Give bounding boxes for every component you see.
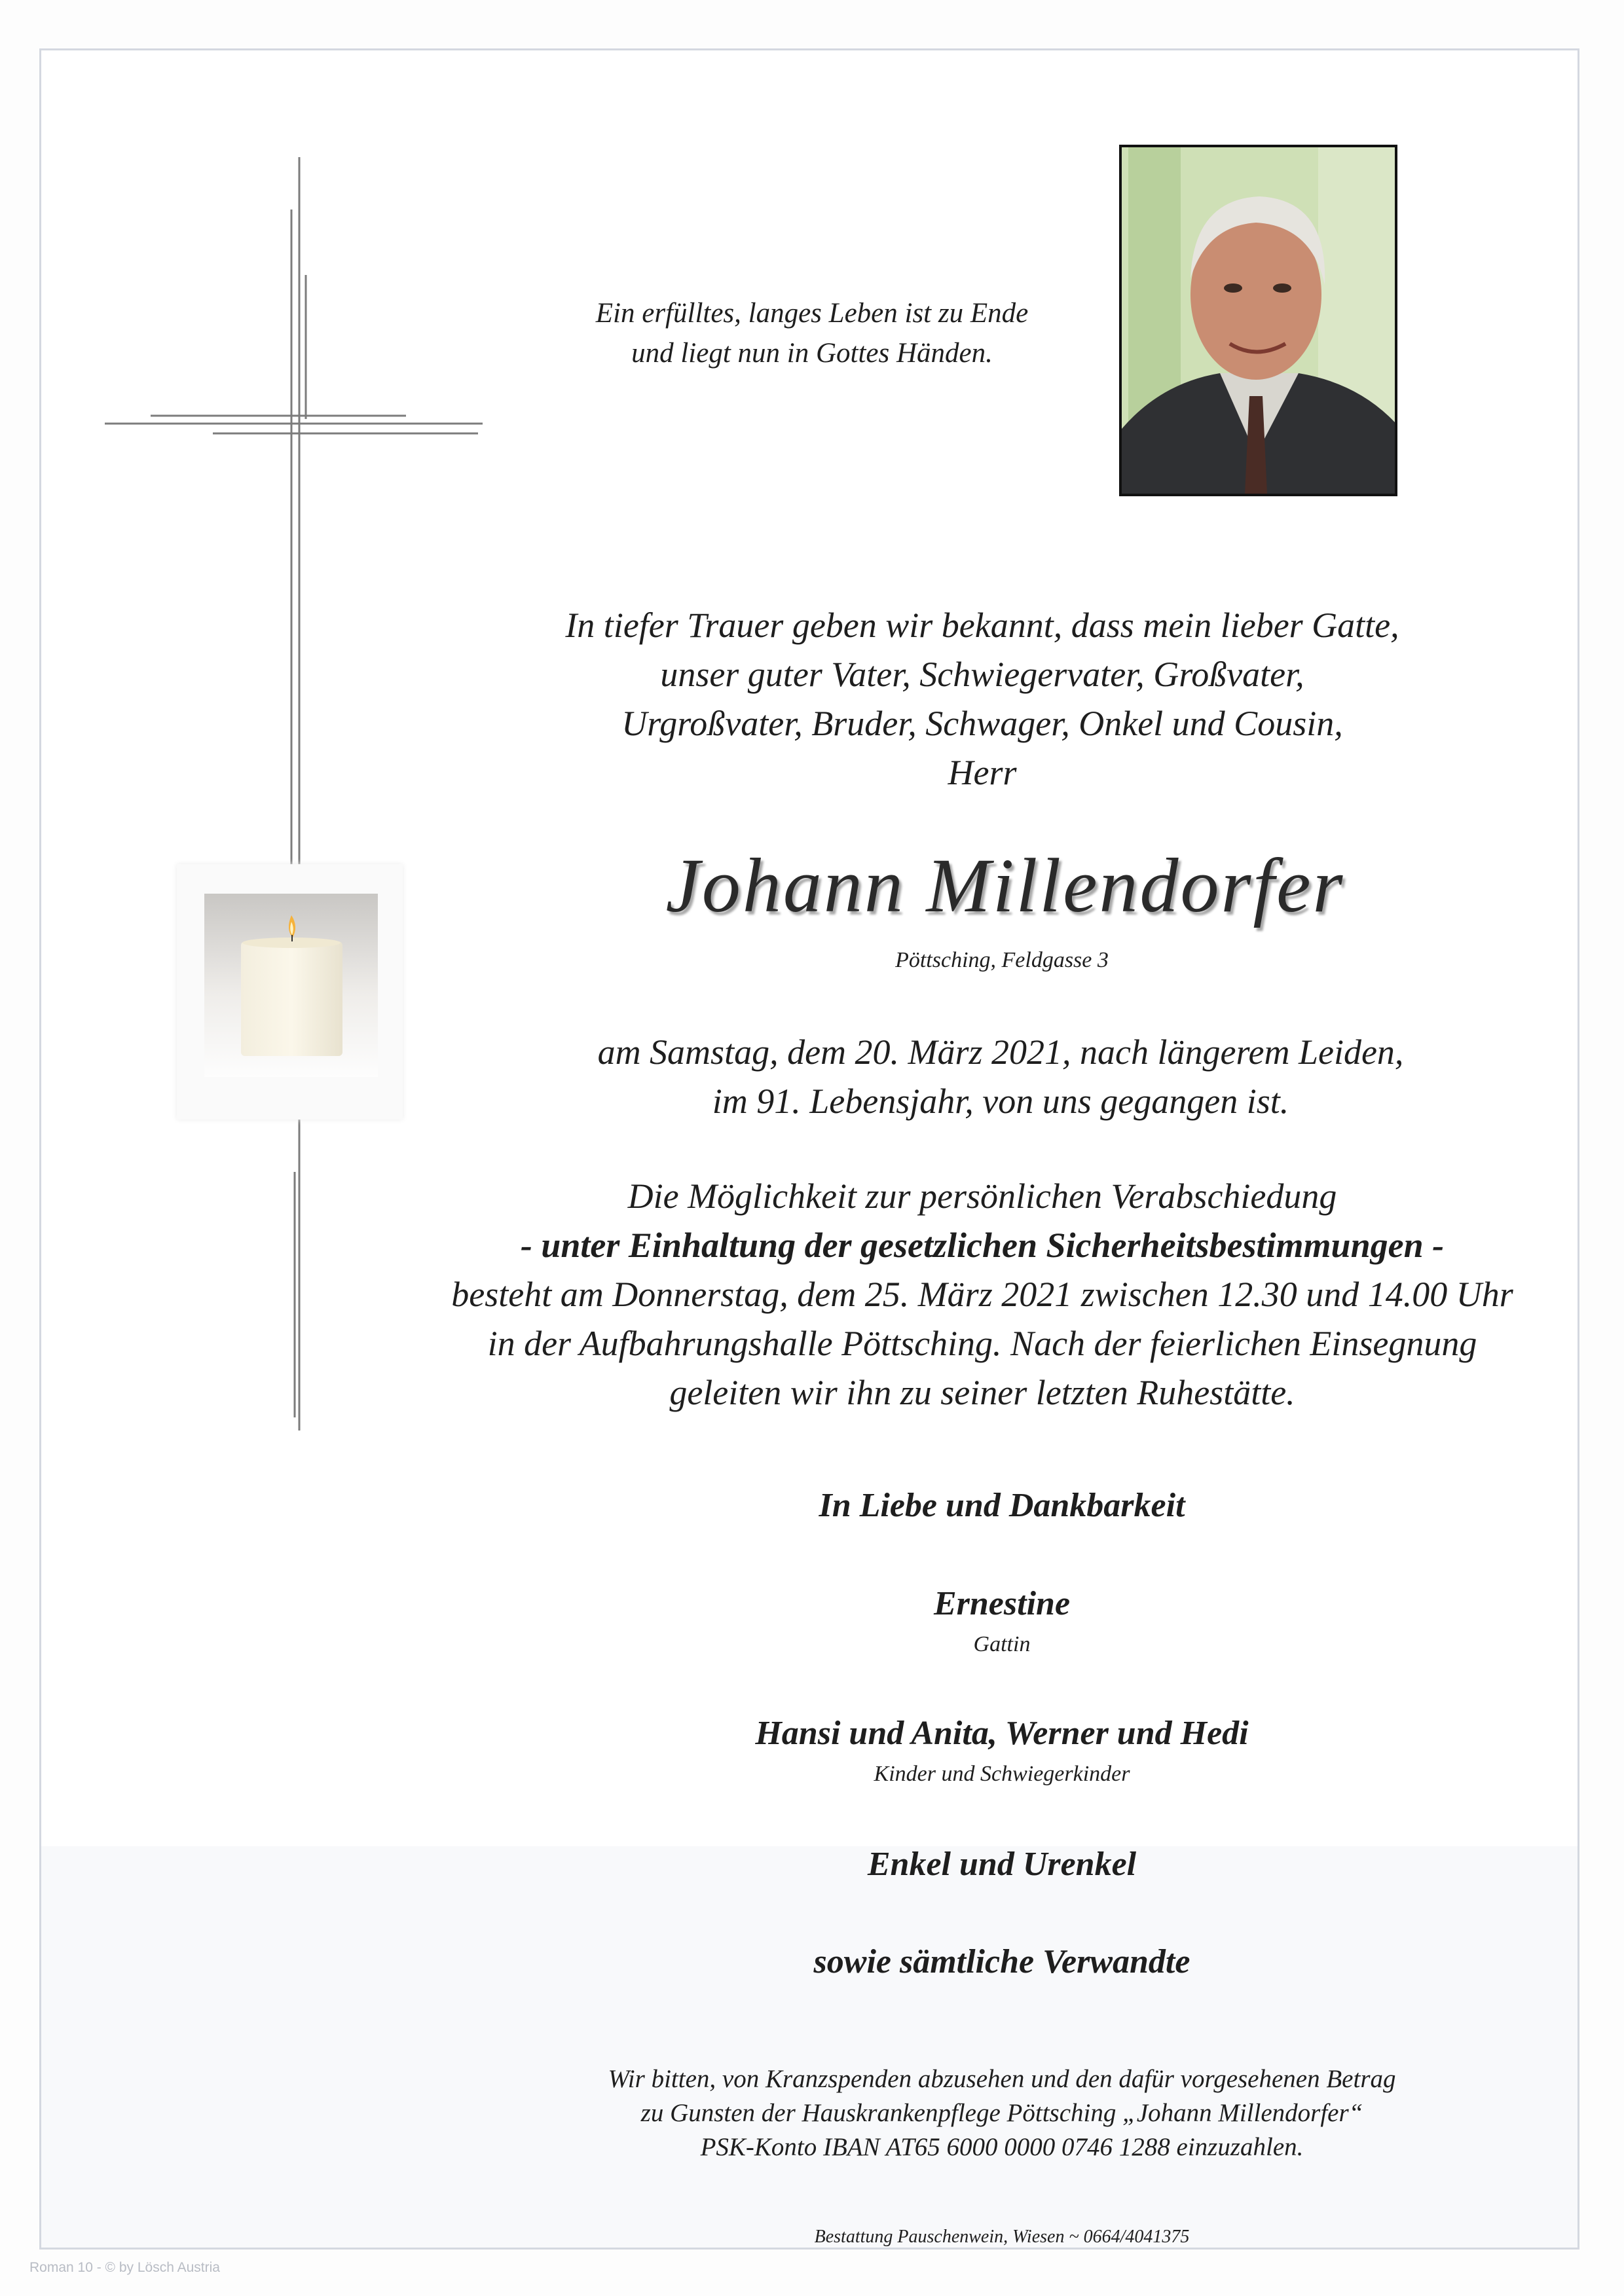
mourner-names: Enkel und Urenkel <box>867 1846 1137 1883</box>
farewell-line: geleiten wir ihn zu seiner letzten Ruhestätte. <box>669 1373 1295 1412</box>
printer-mark: Roman 10 - © by Lösch Austria <box>29 2260 220 2275</box>
lower-background-band <box>41 1846 1578 2248</box>
farewell-safety-note: - unter Einhaltung der gesetzlichen Sicherheitsbestimmungen - <box>520 1226 1445 1265</box>
announcement-line: Urgroßvater, Bruder, Schwager, Onkel und Cousin, <box>621 704 1343 743</box>
announcement-line: In tiefer Trauer geben wir bekannt, dass mein lieber Gatte, <box>565 606 1399 645</box>
donation-line: Wir bitten, von Kranzspenden abzusehen und den dafür vorgesehenen Betrag <box>608 2065 1396 2093</box>
farewell-info <box>347 1172 1617 1417</box>
mourner-role: Gattin <box>973 1632 1031 1656</box>
farewell-line: besteht am Donnerstag, dem 25. März 2021 zwischen 12.30 und 14.00 Uhr <box>451 1275 1513 1314</box>
candle-icon <box>177 864 403 1120</box>
candle-card <box>177 864 403 1120</box>
motto <box>544 293 1080 373</box>
announcement <box>347 601 1617 797</box>
closing-phrase: In Liebe und Dankbarkeit <box>819 1487 1185 1524</box>
farewell-line: Die Möglichkeit zur persönlichen Verabschiedung <box>627 1176 1337 1216</box>
motto-line: Ein erfülltes, langes Leben ist zu Ende <box>595 298 1029 329</box>
mourner-names: sowie sämtliche Verwandte <box>813 1943 1190 1980</box>
death-notice <box>457 1028 1544 1126</box>
portrait-photo <box>1119 145 1397 496</box>
deceased-address: Pöttsching, Feldgasse 3 <box>895 948 1109 972</box>
mourner-names: Hansi und Anita, Werner und Hedi <box>755 1715 1249 1752</box>
portrait-image <box>1122 147 1395 494</box>
donation-line: PSK-Konto IBAN AT65 6000 0000 0746 1288 einzuzahlen. <box>700 2133 1304 2161</box>
announcement-line: unser guter Vater, Schwiegervater, Großvater, <box>660 655 1304 694</box>
motto-line: und liegt nun in Gottes Händen. <box>631 338 993 369</box>
mourner-names: Ernestine <box>933 1585 1071 1622</box>
undertaker-info: Bestattung Pauschenwein, Wiesen ~ 0664/4041375 <box>814 2227 1190 2247</box>
mourner-role: Kinder und Schwiegerkinder <box>874 1762 1130 1786</box>
death-notice-line: am Samstag, dem 20. März 2021, nach längerem Leiden, <box>597 1032 1404 1072</box>
donation-request <box>458 2062 1545 2164</box>
donation-line: zu Gunsten der Hauskrankenpflege Pöttsching „Johann Millendorfer“ <box>640 2099 1363 2127</box>
announcement-line: Herr <box>948 753 1017 792</box>
death-notice-line: im 91. Lebensjahr, von uns gegangen ist. <box>712 1082 1289 1121</box>
deceased-name: Johann Millendorfer <box>665 843 1345 928</box>
farewell-line: in der Aufbahrungshalle Pöttsching. Nach der feierlichen Einsegnung <box>487 1324 1477 1363</box>
